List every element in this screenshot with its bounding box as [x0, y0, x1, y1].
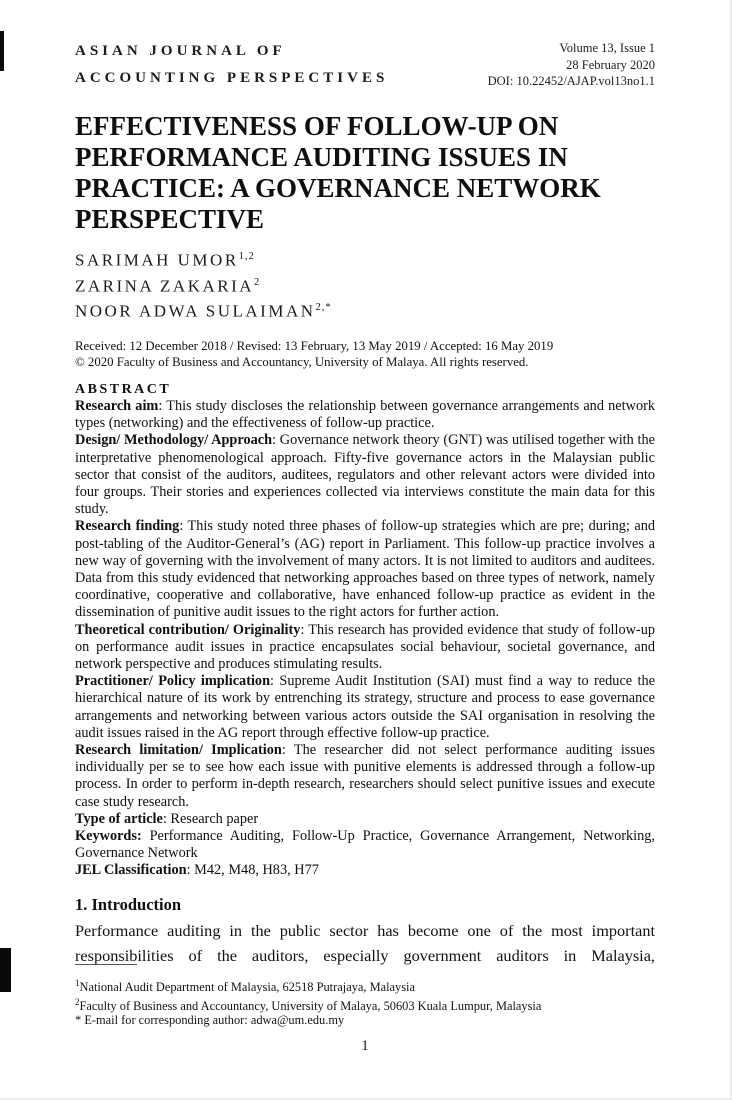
abstract-type-of-article: Type of article: Research paper	[75, 810, 259, 827]
author-name: ZARINA ZAKARIA$^2$	[75, 276, 261, 296]
journal-name	[75, 38, 388, 92]
journal-header	[75, 0, 655, 92]
article-history	[75, 338, 655, 370]
scan-artifact-bottom-left	[0, 948, 11, 992]
author-name: NOOR ADWA $SULAIMAN^{2,*}$	[75, 301, 332, 321]
journal-name-line1: ASIAN JOURNAL OF	[75, 43, 286, 59]
footnotes	[75, 964, 655, 1028]
abstract-research-finding: Research finding: This study noted three phases of follow-up strategies which are pre; during; and post-tabling of the Auditor-General’s (AG) report in Parliament. This follow-up practice involves a new way of governing with the involvement of many actors. It is not limited to auditors and auditees. Data from this study evidenced that networking approaches based on three types of network, namely coordinative, cooperative and collaborative, have enhanced follow-up practice as evident in the dissemination of punitive audit issues to the right actors for further action.	[75, 518, 655, 621]
footnote-divider	[75, 964, 137, 965]
journal-volume: Volume 13, Issue 1	[559, 41, 655, 55]
author-list	[75, 246, 655, 323]
author-affiliation-marker: 2,*	[315, 302, 332, 314]
footnote-corresponding-email: * E-mail for corresponding author: adwa@um.edu.my	[75, 1013, 345, 1028]
copyright-line: © 2020 Faculty of Business and Accountancy, University of Malaya. All rights reserved.	[75, 354, 529, 369]
abstract-section	[75, 381, 655, 880]
abstract-theoretical-contribution: Theoretical contribution/ Originality: This research has provided evidence that study of follow-up on performance audit issues in practice encapsulates social behaviour, societal governance, and network perspective and produces stimulating results.	[75, 621, 655, 673]
introduction-heading: 1. Introduction	[75, 894, 182, 914]
received-revised-accepted: Received: 12 December 2018 / Revised: 13 February, 13 May 2019 / Accepted: 16 May 2019	[75, 338, 554, 353]
page-number: 1	[361, 1038, 369, 1054]
footnote-affiliation-2: $^2$Faculty of Business and Accountancy, University of Malaya, 50603 Kuala Lumpur, Malaysia	[75, 996, 542, 1013]
article-title: EFFECTIVENESS OF FOLLOW-UP ON PERFORMANCE AUDITING ISSUES IN PRACTICE: A GOVERNANCE NETWORK PERSPECTIVE	[75, 111, 601, 234]
journal-doi: DOI: 10.22452/AJAP.vol13no1.1	[487, 74, 655, 88]
scan-artifact-top-left	[0, 31, 4, 71]
footnote-marker: 1	[75, 978, 80, 988]
introduction-paragraph: Performance auditing in the public sector has become one of the most important responsibilities of the auditors, especially government auditors in Malaysia,	[75, 920, 655, 965]
abstract-practitioner-policy: Practitioner/ Policy implication: Supreme Audit Institution (SAI) must find a way to reduce the hierarchical nature of its work by entrenching its strategy, structure and process to ease governance arrangements and networking between various actors outside the SAI organisation in resolving the audit issues raised in the AG report through effective follow-up practice.	[75, 673, 656, 741]
journal-name-line2: ACCOUNTING PERSPECTIVES	[75, 70, 389, 86]
footnote-marker: 2	[75, 996, 80, 1007]
abstract-keywords: Keywords: Performance Auditing, Follow-Up Practice, Governance Arrangement, Networking, Governance Network	[75, 828, 655, 862]
footnote-affiliation-1: $^1$National Audit Department of Malaysia, 62518 Putrajaya, Malaysia	[75, 978, 415, 995]
footnote-marker: *	[75, 1013, 82, 1028]
abstract-jel-classification: JEL Classification: M42, M48, H83, H77	[75, 862, 319, 879]
abstract-research-aim: Research aim: This study discloses the relationship between governance arrangements and network types (networking) and the effectiveness of follow-up practice.	[75, 397, 656, 432]
journal-date: 28 February 2020	[566, 57, 655, 72]
author-affiliation-marker: 2	[254, 276, 261, 288]
author-name: SARIMAH UMOR$^{1,2}$	[75, 250, 255, 270]
abstract-design-methodology: Design/ Methodology/ Approach: Governance network theory (GNT) was utilised together with the interpretative phenomenological approach. Fifty-five governance actors in the Malaysian public sector that consist of the auditors, auditees, regulators and other relevant actors were divided into four groups. Their stories and experiences collected via interviews constitute the main data for this study.	[75, 432, 655, 518]
abstract-heading: ABSTRACT	[75, 381, 172, 397]
abstract-research-limitation: Research limitation/ Implication: The researcher did not select performance auditing issues individually per se to see how each issue with punitive elements is addressed through a follow-up process. In order to perform in-depth research, researchers should select punitive issues and execute case study research.	[75, 742, 655, 810]
journal-meta	[488, 38, 655, 90]
author-affiliation-marker: 1,2	[238, 251, 255, 262]
